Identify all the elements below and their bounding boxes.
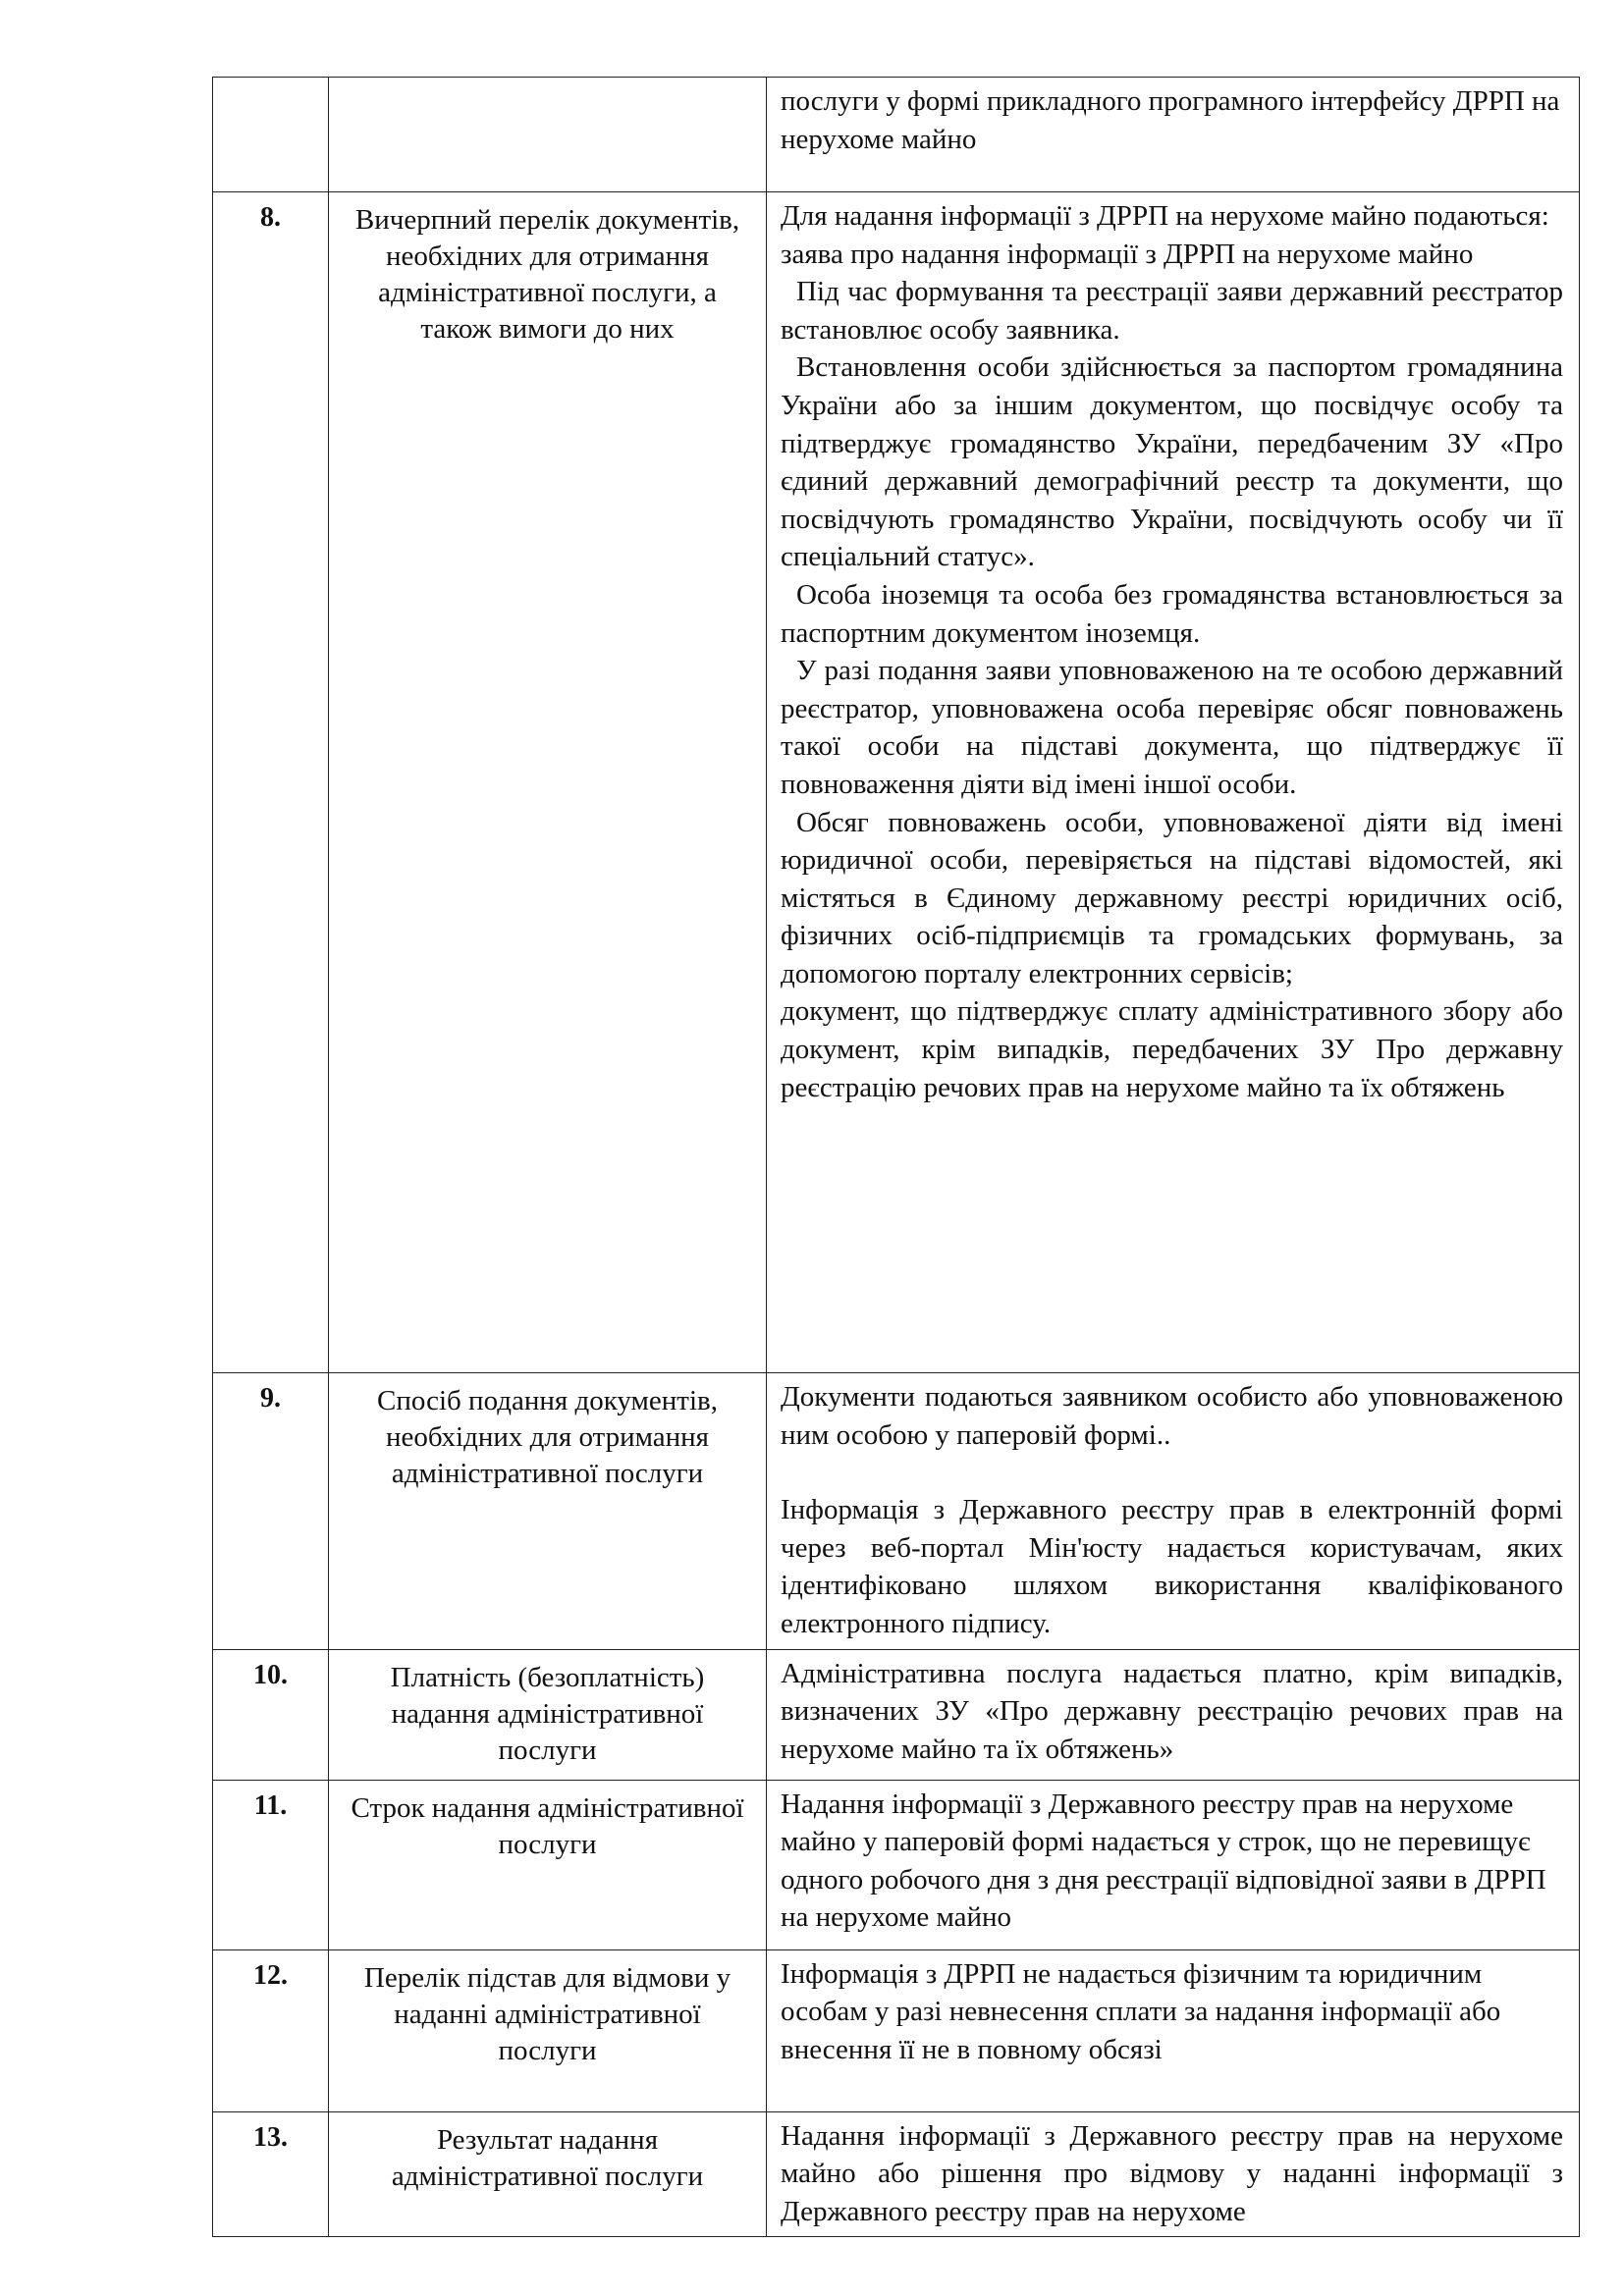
- paragraph: Надання інформації з Державного реєстру прав на нерухоме майно або рішення про відмову у наданні інформації з Державного реєстру прав на нерухоме: [781, 2119, 1563, 2227]
- row-content: [767, 192, 1580, 1373]
- table-row: [213, 1780, 1580, 1949]
- row-label: [329, 78, 767, 192]
- row-number: 8.: [213, 192, 329, 1373]
- paragraph: Встановлення особи здійснюється за паспортом громадянина України або за іншим документом, що посвідчує особу та підтверджує громадянство України, передбаченим ЗУ «Про єдиний державний демографічний реєстр та документи, що посвідчують громадянство України, посвідчують особу чи її спеціальний статус».: [781, 351, 1563, 573]
- row-label: Перелік підстав для відмови у наданні адміністративної послуги: [329, 1949, 767, 2111]
- row-content: [767, 2111, 1580, 2237]
- table-row: [213, 2111, 1580, 2237]
- table-row: [213, 1949, 1580, 2111]
- paragraph: Особа іноземця та особа без громадянства встановлюється за паспортним документом іноземця.: [781, 578, 1563, 649]
- table-row: [213, 192, 1580, 1373]
- paragraph: Адміністративна послуга надається платно, крім випадків, визначених ЗУ «Про державну реєстрацію речових прав на нерухоме майно та їх обтяжень»: [781, 1657, 1563, 1765]
- row-content: [767, 1949, 1580, 2111]
- row-label: Спосіб подання документів, необхідних для отримання адміністративної послуги: [329, 1373, 767, 1650]
- paragraph: Інформація з ДРРП не надається фізичним та юридичним особам у разі невнесення сплати за надання інформації або внесення її не в повному обсязі: [781, 1957, 1501, 2065]
- paragraph: Надання інформації з Державного реєстру прав на нерухоме майно у паперовій формі надається у строк, що не перевищує одного робочого дня з дня реєстрації відповідної заяви в ДРРП на нерухоме майно: [781, 1788, 1546, 1934]
- row-label: Строк надання адміністративної послуги: [329, 1780, 767, 1949]
- row-label: Вичерпний перелік документів, необхідних для отримання адміністративної послуги, а також вимоги до них: [329, 192, 767, 1373]
- paragraph: заява про надання інформації з ДРРП на нерухоме майно: [781, 238, 1474, 270]
- paragraph: Обсяг повноважень особи, уповноваженої діяти від імені юридичної особи, перевіряється на підставі відомостей, які містяться в Єдиному державному реєстрі юридичних осіб, фізичних осіб-підприємців та громадських формувань, за допомогою порталу електронних сервісів;: [781, 806, 1563, 989]
- table-row: [213, 78, 1580, 192]
- row-content: [767, 1373, 1580, 1650]
- table-row: [213, 1373, 1580, 1650]
- row-label: Платність (безоплатність) надання адміністративної послуги: [329, 1649, 767, 1780]
- paragraph: Документи подаються заявником особисто або уповноваженою ним особою у паперовій формі..: [781, 1381, 1563, 1451]
- paragraph: У разі подання заяви уповноваженою на те особою державний реєстратор, уповноважена особа перевіряє обсяг повноважень такої особи на підставі документа, що підтверджує її повноваження діяти від імені іншої особи.: [781, 655, 1563, 800]
- row-content: [767, 1780, 1580, 1949]
- paragraph: Під час формування та реєстрації заяви державний реєстратор встановлює особу заявника.: [781, 276, 1563, 346]
- paragraph-gap: [781, 1454, 1563, 1491]
- row-number: [213, 78, 329, 192]
- paragraph: Інформація з Державного реєстру прав в електронній формі через веб-портал Мін'юсту надається користувачам, яких ідентифіковано шляхом використання кваліфікованого електронного підпису.: [781, 1494, 1563, 1639]
- row-content: [767, 78, 1580, 192]
- table-row: [213, 1649, 1580, 1780]
- paragraph: Для надання інформації з ДРРП на нерухоме майно подаються:: [781, 200, 1549, 232]
- row-label: Результат надання адміністративної послуги: [329, 2111, 767, 2237]
- row-number: 13.: [213, 2111, 329, 2237]
- row-number: 12.: [213, 1949, 329, 2111]
- row-number: 11.: [213, 1780, 329, 1949]
- paragraph: послуги у формі прикладного програмного інтерфейсу ДРРП на нерухоме майно: [781, 85, 1560, 155]
- row-number: 10.: [213, 1649, 329, 1780]
- row-content: [767, 1649, 1580, 1780]
- row-number: 9.: [213, 1373, 329, 1650]
- paragraph: документ, що підтверджує сплату адміністративного збору або документ, крім випадків, передбачених ЗУ Про державну реєстрацію речових прав на нерухоме майно та їх обтяжень: [781, 995, 1563, 1103]
- services-table: [212, 77, 1580, 2237]
